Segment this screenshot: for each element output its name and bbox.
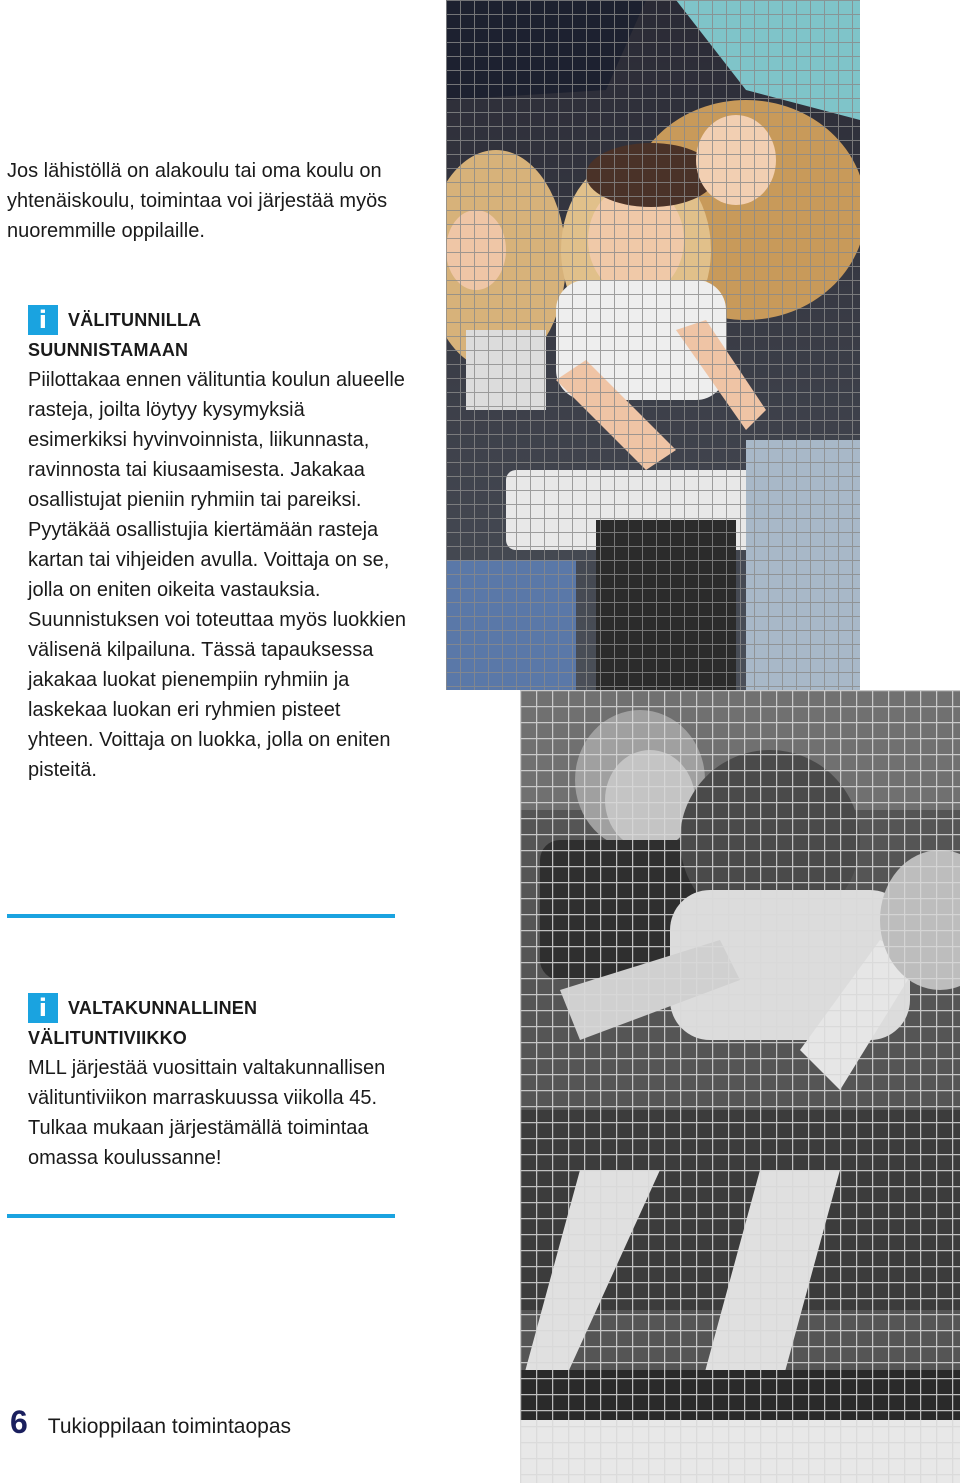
info-box-body: MLL järjestää vuosittain valtakunnallisen välituntiviikon marraskuussa viikolla 45. Tulkaa mukaan järjestämällä toimintaa omassa koulussanne! xyxy=(28,1057,386,1169)
info-box-heading xyxy=(28,993,408,1053)
info-icon: i xyxy=(28,993,58,1023)
info-box-heading xyxy=(28,305,408,365)
info-box-title-line2: SUUNNISTAMAAN xyxy=(28,340,189,360)
photo-children-on-net-bw xyxy=(520,690,960,1483)
info-box-recess-week xyxy=(28,993,408,1173)
section-divider xyxy=(7,914,395,918)
photo-girls-on-net xyxy=(446,0,860,690)
section-divider xyxy=(7,1214,395,1218)
info-box-title-line2: VÄLITUNTIVIIKKO xyxy=(28,1028,187,1048)
info-box-title-line1: VALTAKUNNALLINEN xyxy=(68,998,258,1018)
info-icon: i xyxy=(28,305,58,335)
info-box-body: Piilottakaa ennen välituntia koulun alueelle rasteja, joilta löytyy kysymyksiä esimerkiksi hyvinvoinnista, liikunnasta, ravinnosta tai kiusaamisesta. Jakakaa osallistujat pieniin ryhmiin tai pareiksi. Pyytäkää osallistujia kiertämään rasteja kartan tai vihjeiden avulla. Voittaja on se, jolla on eniten oikeita vastauksia. Suunnistuksen voi toteuttaa myös luokkien välisenä kilpailuna. Tässä tapauksessa jakakaa luokat pienempiin ryhmiin ja laskekaa luokan eri ryhmien pisteet yhteen. Voittaja on luokka, jolla on eniten pisteitä. xyxy=(28,369,406,781)
info-box-title-line1: VÄLITUNNILLA xyxy=(68,310,202,330)
info-box-orienteering xyxy=(28,305,408,785)
page-footer xyxy=(10,1404,291,1444)
page-number: 6 xyxy=(10,1404,28,1440)
intro-paragraph: Jos lähistöllä on alakoulu tai oma koulu on yhtenäiskoulu, toimintaa voi järjestää myös nuoremmille oppilaille. xyxy=(7,160,388,242)
footer-title: Tukioppilaan toimintaopas xyxy=(47,1415,291,1438)
